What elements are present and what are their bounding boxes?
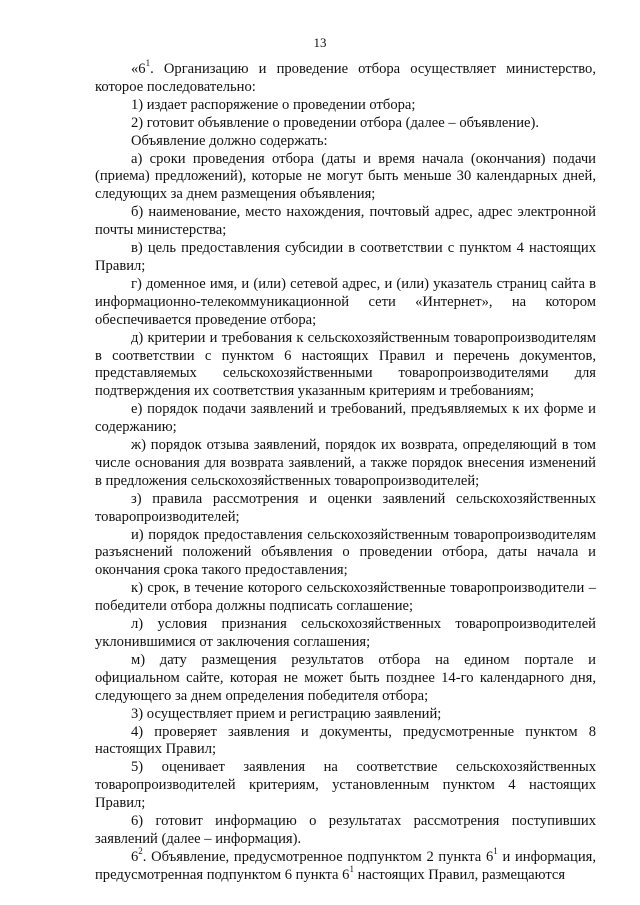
- paragraph: з) правила рассмотрения и оценки заявлений сельскохозяйственных товаропроизводителей;: [95, 490, 596, 525]
- paragraph: к) срок, в течение которого сельскохозяйственные товаропроизводители – победители отбора должны подписать соглашение;: [95, 580, 596, 615]
- paragraph: е) порядок подачи заявлений и требований, предъявляемых к их форме и содержанию;: [95, 401, 596, 436]
- paragraph: д) критерии и требования к сельскохозяйственным товаропроизводителям в соответствии с пунктом 6 настоящих Правил и перечень документов, представляемых сельскохозяйственными товаропроизводителями для подтверждения их соответствия указанным критериям и требованиям;: [95, 329, 596, 400]
- paragraph-prefix: 6: [131, 848, 139, 865]
- paragraph: г) доменное имя, и (или) сетевой адрес, и (или) указатель страниц сайта в информационно-телекоммуникационной сети «Интернет», на котором обеспечивается проведение отбора;: [95, 275, 596, 328]
- page-number: 13: [313, 35, 327, 50]
- superscript: 2: [138, 846, 143, 857]
- superscript: 1: [493, 846, 498, 857]
- paragraph-text: и информация, предусмотренная подпунктом 6 пункта 6: [95, 848, 596, 883]
- paragraph: и) порядок предоставления сельскохозяйственным товаропроизводителям разъяснений положений объявления о проведении отбора, даты начала и окончания срока такого предоставления;: [95, 526, 596, 579]
- paragraph-6-1-intro: [95, 58, 596, 97]
- paragraph: м) дату размещения результатов отбора на едином портале и официальном сайте, которая не может быть позднее 14-го календарного дня, следующего за днем определения победителя отбора;: [95, 651, 596, 704]
- paragraph: 4) проверяет заявления и документы, предусмотренные пунктом 8 настоящих Правил;: [95, 723, 596, 758]
- paragraph-prefix: «6: [131, 61, 146, 77]
- paragraph: в) цель предоставления субсидии в соответствии с пунктом 4 настоящих Правил;: [95, 240, 596, 274]
- paragraph: 3) осуществляет прием и регистрацию заявлений;: [131, 705, 442, 722]
- paragraph: а) сроки проведения отбора (даты и время начала (окончания) подачи (приема) предложений), которые не могут быть меньше 30 календарных дней, следующих за днем размещения объявления;: [95, 150, 596, 203]
- paragraph: Объявление должно содержать:: [131, 132, 328, 149]
- superscript: 1: [349, 863, 354, 874]
- paragraph: б) наименование, место нахождения, почтовый адрес, адрес электронной почты министерства;: [95, 204, 596, 239]
- superscript: 1: [145, 58, 151, 69]
- paragraph: 1) издает распоряжение о проведении отбора;: [131, 96, 416, 113]
- paragraph-text: настоящих Правил, размещаются: [353, 866, 566, 883]
- paragraph: 6) готовит информацию о результатах рассмотрения поступивших заявлений (далее – информация).: [95, 813, 596, 847]
- paragraph: л) условия признания сельскохозяйственных товаропроизводителей уклонившимися от заключения соглашения;: [95, 616, 596, 650]
- paragraph: 5) оценивает заявления на соответствие сельскохозяйственных товаропроизводителей критериям, установленным пунктом 4 настоящих Правил;: [95, 759, 596, 812]
- paragraph-6-2: [95, 846, 596, 885]
- paragraph-text: . Организацию и проведение отбора осуществляет министерство, которое последовательно:: [95, 61, 596, 95]
- paragraph: ж) порядок отзыва заявлений, порядок их возврата, определяющий в том числе основания для возврата заявлений, а также порядок внесения изменений в предложения сельскохозяйственных товаропроизводителей;: [95, 437, 596, 489]
- paragraph-text: . Объявление, предусмотренное подпунктом 2 пункта 6: [142, 848, 494, 865]
- paragraph: 2) готовит объявление о проведении отбора (далее – объявление).: [131, 114, 540, 131]
- document-body: [95, 58, 596, 885]
